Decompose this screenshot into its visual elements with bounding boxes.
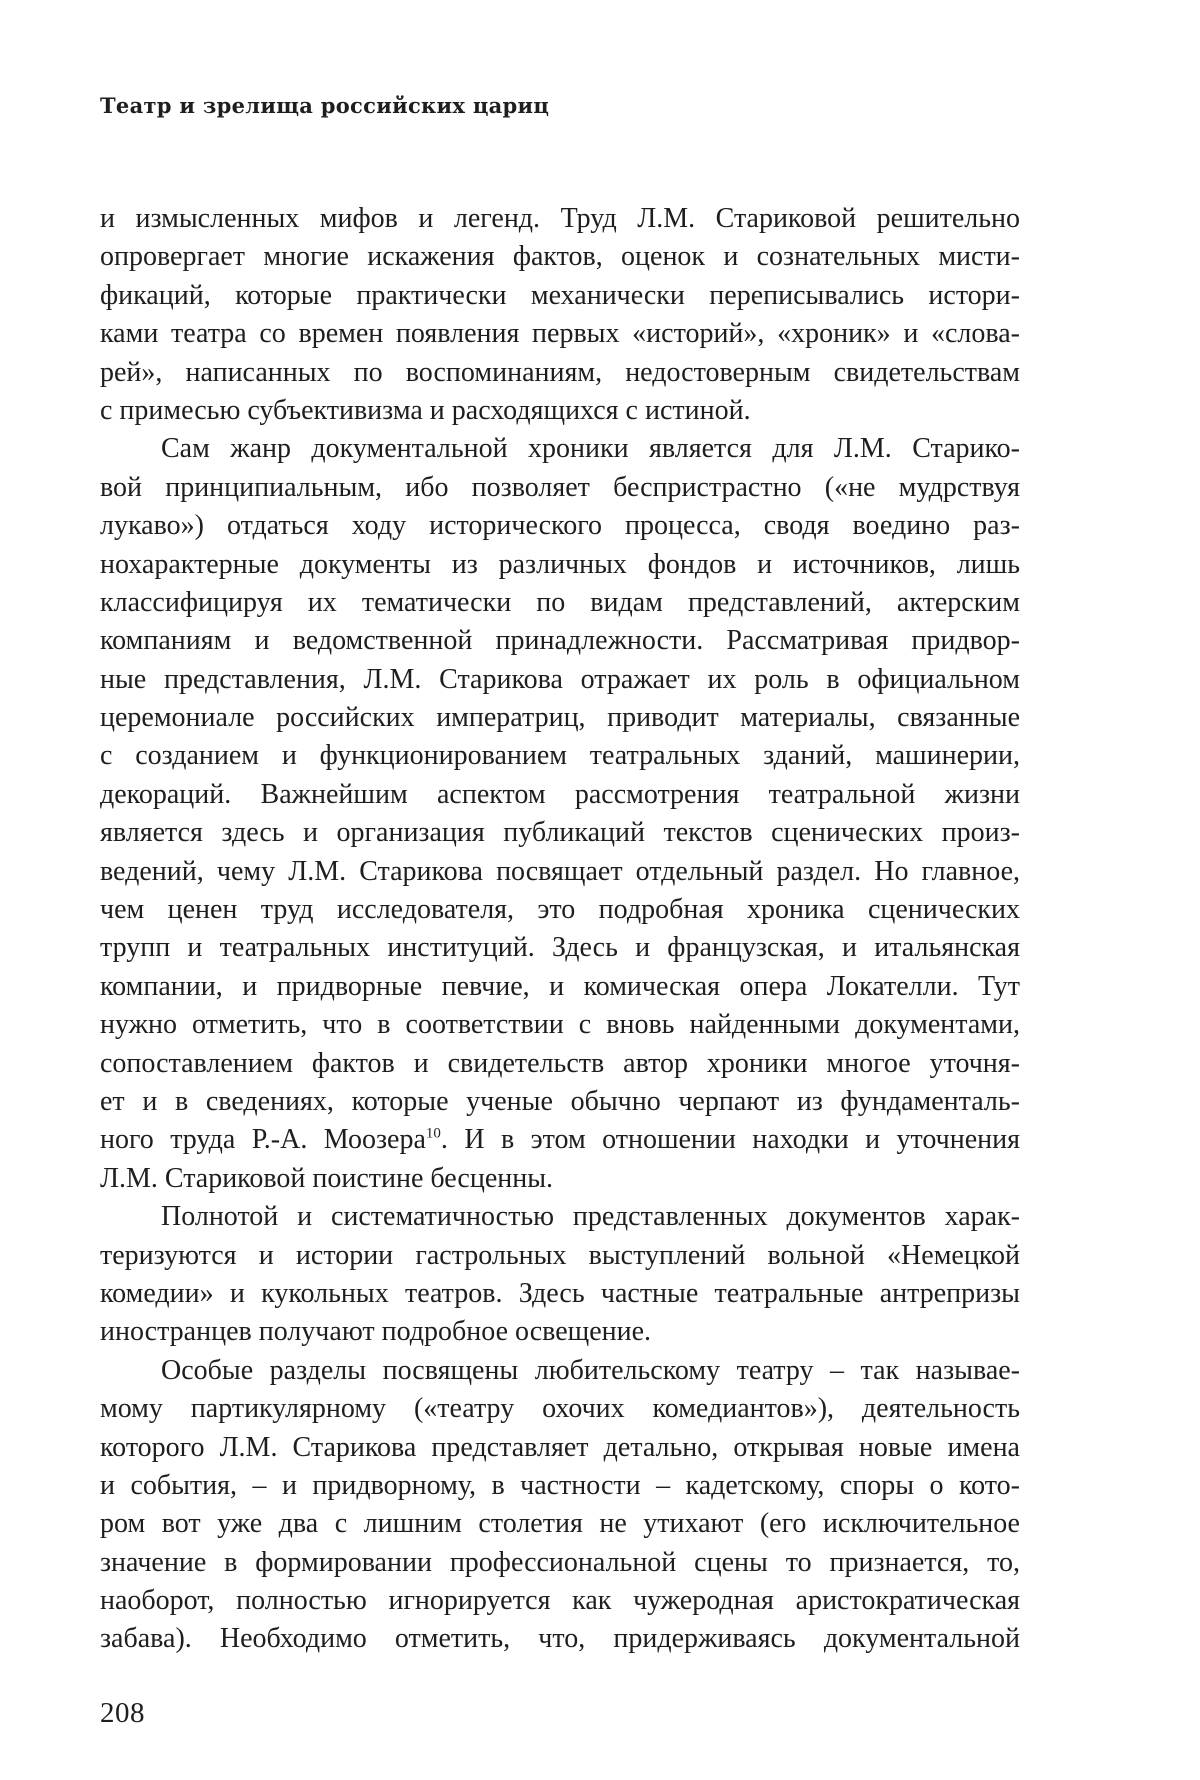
text-line: Полнотой и систематичностью представленных документов харак- [100,1198,1020,1236]
text-line: опровергает многие искажения фактов, оценок и сознательных мисти- [100,238,1020,276]
text-line: ет и в сведениях, которые ученые обычно черпают из фундаменталь- [100,1083,1020,1121]
text-line: Л.М. Стариковой поистине бесценны. [100,1160,1020,1198]
text-line: с примесью субъективизма и расходящихся с истиной. [100,392,1020,430]
text-line: чем ценен труд исследователя, это подробная хроника сценических [100,891,1020,929]
text-line: лукаво») отдаться ходу исторического процесса, сводя воедино раз- [100,507,1020,545]
running-head: Театр и зрелища российских цариц [100,93,549,118]
text-line: фикаций, которые практически механически переписывались истори- [100,277,1020,315]
text-line: которого Л.М. Старикова представляет детально, открывая новые имена [100,1429,1020,1467]
text-line: церемониале российских императриц, приводит материалы, связанные [100,699,1020,737]
text-line: с созданием и функционированием театральных зданий, машинерии, [100,737,1020,775]
text-line: ведений, чему Л.М. Старикова посвящает отдельный раздел. Но главное, [100,853,1020,891]
page-number: 208 [100,1697,145,1730]
text-line-with-footnote [100,1121,1020,1159]
paragraph-4 [100,1352,1020,1659]
footnote-line-before: ного труда Р.-А. Моозера [100,1124,426,1155]
text-line: компании, и придворные певчие, и комическая опера Локателли. Тут [100,968,1020,1006]
text-line: является здесь и организация публикаций текстов сценических произ- [100,814,1020,852]
footnote-reference[interactable]: 10 [426,1126,441,1142]
text-line: забава). Необходимо отметить, что, придерживаясь документальной [100,1620,1020,1658]
text-line: компаниям и ведомственной принадлежности. Рассматривая придвор- [100,622,1020,660]
text-line: Сам жанр документальной хроники является для Л.М. Старико- [100,430,1020,468]
text-line: и события, – и придворному, в частности – кадетскому, споры о кото- [100,1467,1020,1505]
text-line: нохарактерные документы из различных фондов и источников, лишь [100,546,1020,584]
text-line: сопоставлением фактов и свидетельств автор хроники многое уточня- [100,1045,1020,1083]
body-text [100,200,1020,1659]
text-line: наоборот, полностью игнорируется как чужеродная аристократическая [100,1582,1020,1620]
text-line: классифицируя их тематически по видам представлений, актерским [100,584,1020,622]
text-line: теризуются и истории гастрольных выступлений вольной «Немецкой [100,1237,1020,1275]
text-line: рей», написанных по воспоминаниям, недостоверным свидетельствам [100,354,1020,392]
text-line: ром вот уже два с лишним столетия не утихают (его исключительное [100,1505,1020,1543]
text-line: мому партикулярному («театру охочих комедиантов»), деятельность [100,1390,1020,1428]
text-line: декораций. Важнейшим аспектом рассмотрения театральной жизни [100,776,1020,814]
text-line: вой принципиальным, ибо позволяет беспристрастно («не мудрствуя [100,469,1020,507]
paragraph-2 [100,430,1020,1198]
text-line: иностранцев получают подробное освещение. [100,1313,1020,1351]
paragraph-1 [100,200,1020,430]
text-line: ные представления, Л.М. Старикова отражает их роль в официальном [100,661,1020,699]
text-line: нужно отметить, что в соответствии с вновь найденными документами, [100,1006,1020,1044]
paragraph-3 [100,1198,1020,1352]
text-line: Особые разделы посвящены любительскому театру – так называе- [100,1352,1020,1390]
text-line: трупп и театральных институций. Здесь и французская, и итальянская [100,929,1020,967]
footnote-line-after: . И в этом отношении находки и уточнения [441,1124,1020,1155]
text-line: комедии» и кукольных театров. Здесь частные театральные антрепризы [100,1275,1020,1313]
text-line: значение в формировании профессиональной сцены то признается, то, [100,1544,1020,1582]
text-line: и измысленных мифов и легенд. Труд Л.М. Стариковой решительно [100,200,1020,238]
text-line: ками театра со времен появления первых «историй», «хроник» и «слова- [100,315,1020,353]
